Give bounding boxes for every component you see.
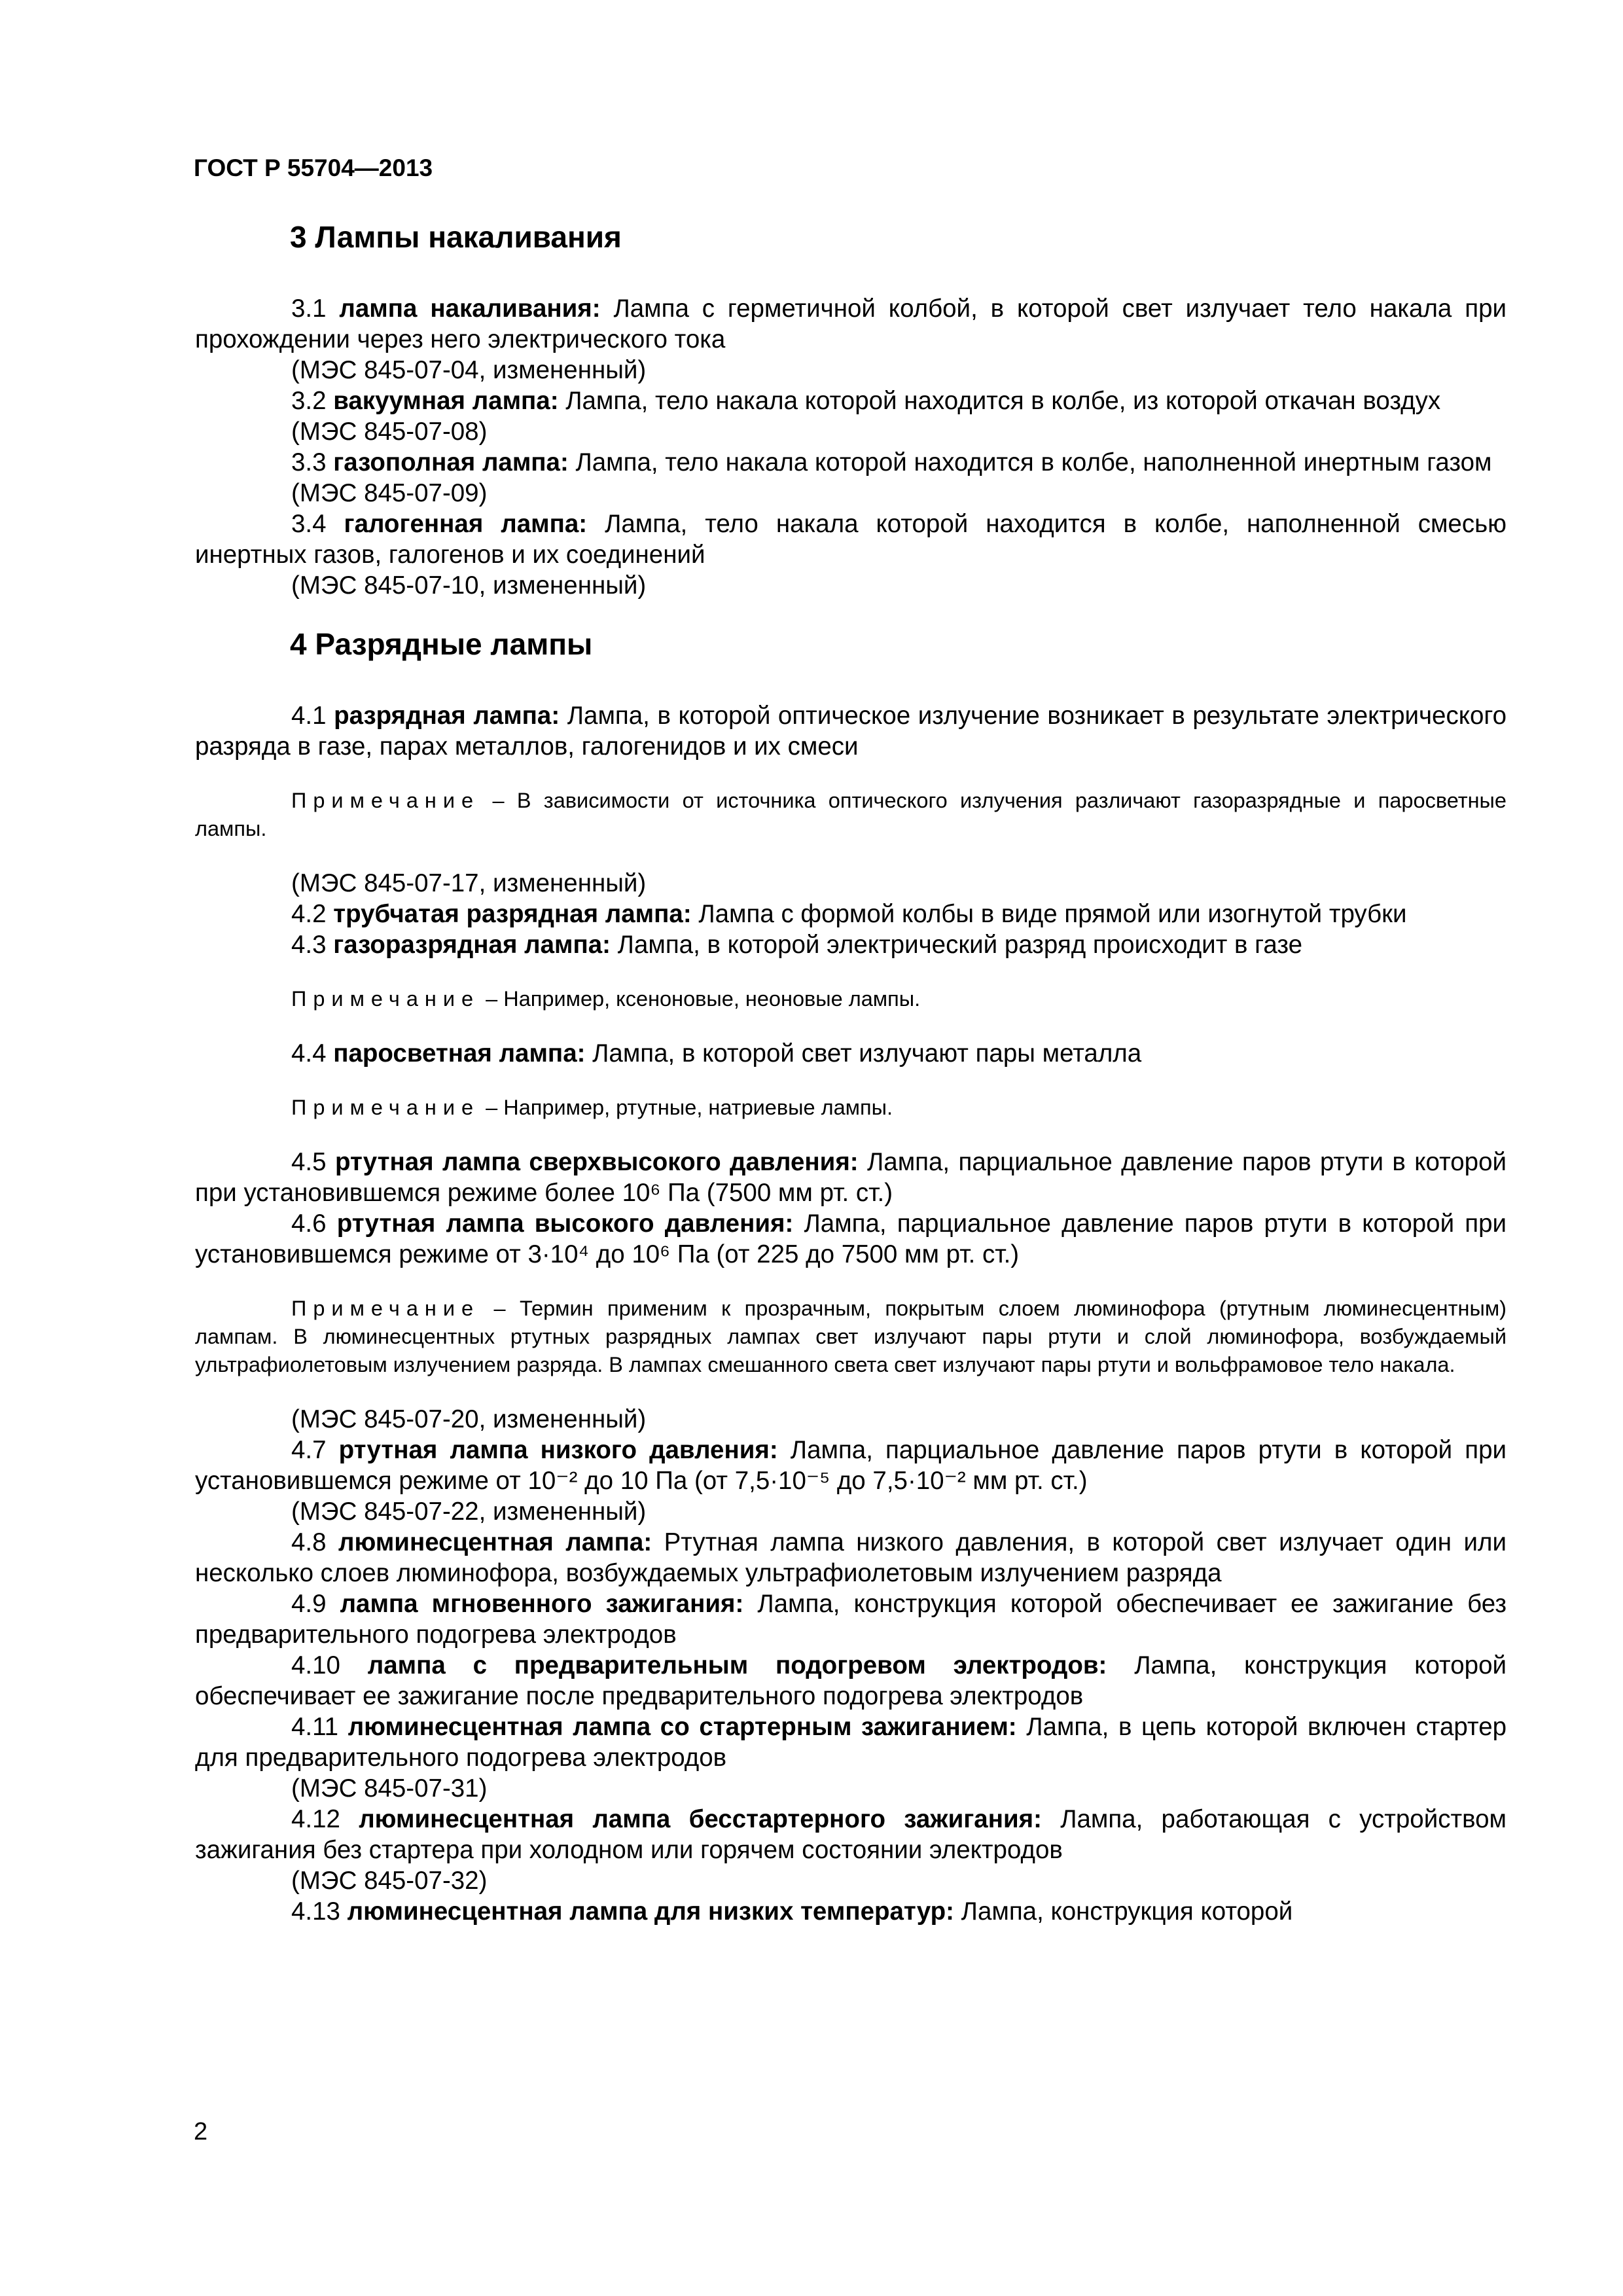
term-definition xyxy=(195,1712,1507,1773)
term-definition xyxy=(195,1804,1507,1865)
term-definition xyxy=(195,1896,1507,1927)
term-text: Лампа, парциальное давление паров ртути в которой при установившемся режиме от 3·10⁴ до 10⁶ Па (от 225 до 7500 мм рт. ст.) xyxy=(195,1210,1507,1268)
term-text: Лампа, тело накала которой находится в колбе, наполненной смесью инертных газов, галогенов и их соединений xyxy=(195,510,1507,569)
term-name: газоразрядная лампа: xyxy=(333,931,611,959)
term-name: лампа с предварительным подогревом электродов: xyxy=(367,1651,1107,1679)
term-number: 4.5 xyxy=(291,1148,327,1176)
term-text: Лампа, работающая с устройством зажигания без стартера при холодном или горячем состоянии электродов xyxy=(195,1805,1507,1864)
term-name: газополная лампа: xyxy=(333,448,569,476)
term-definition xyxy=(195,1038,1507,1069)
term-text: Лампа, в которой оптическое излучение возникает в результате электрического разряда в газе, парах металлов, галогенидов и их смеси xyxy=(195,702,1507,761)
term-definition xyxy=(195,1588,1507,1650)
term-definition xyxy=(195,1208,1507,1270)
term-text: Лампа, в которой свет излучают пары металла xyxy=(592,1039,1142,1067)
term-text: Лампа с формой колбы в виде прямой или изогнутой трубки xyxy=(698,900,1407,928)
note-text: – Например, ртутные, натриевые лампы. xyxy=(486,1096,893,1119)
note-label: Примечание xyxy=(291,987,480,1011)
term-number: 4.8 xyxy=(291,1528,327,1556)
note-label: Примечание xyxy=(291,1297,480,1320)
term-number: 3.3 xyxy=(291,448,327,476)
term-text: Лампа, в которой электрический разряд происходит в газе xyxy=(617,931,1302,959)
source-reference: (МЭС 845-07-31) xyxy=(291,1774,488,1803)
term-name: паросветная лампа: xyxy=(333,1039,586,1067)
term-text: Лампа с герметичной колбой, в которой свет излучает тело накала при прохождении через него электрического тока xyxy=(195,295,1507,353)
source-reference: (МЭС 845-07-04, измененный) xyxy=(291,356,647,384)
term-name: ртутная лампа высокого давления: xyxy=(336,1210,794,1238)
term-name: люминесцентная лампа: xyxy=(338,1528,652,1556)
note-label: Примечание xyxy=(291,1096,480,1119)
term-number: 3.1 xyxy=(291,295,327,323)
term-number: 3.4 xyxy=(291,510,327,538)
document-body xyxy=(195,216,1507,1927)
term-text: Ртутная лампа низкого давления, в которой свет излучает один или несколько слоев люминофора, возбуждаемых ультрафиолетовым излучением разряда xyxy=(195,1528,1507,1587)
page-number: 2 xyxy=(194,2118,208,2145)
term-number: 4.7 xyxy=(291,1436,327,1464)
term-definition xyxy=(195,899,1507,929)
note xyxy=(195,1295,1507,1379)
term-number: 4.9 xyxy=(291,1590,327,1618)
term-text: Лампа, конструкция которой обеспечивает ее зажигание после предварительного подогрева электродов xyxy=(195,1651,1507,1710)
term-text: Лампа, тело накала которой находится в колбе, наполненной инертным газом xyxy=(575,448,1492,476)
term-number: 4.12 xyxy=(291,1805,340,1833)
note-text: – В зависимости от источника оптического излучения различают газоразрядные и паросветные лампы. xyxy=(195,789,1507,840)
term-definition xyxy=(195,1435,1507,1496)
source-reference: (МЭС 845-07-17, измененный) xyxy=(291,869,647,897)
term-definition xyxy=(195,929,1507,960)
term-name: ртутная лампа сверхвысокого давления: xyxy=(334,1148,859,1176)
term-name: люминесцентная лампа для низких температур: xyxy=(347,1897,954,1926)
term-number: 4.3 xyxy=(291,931,327,959)
note-text: – Например, ксеноновые, неоновые лампы. xyxy=(486,987,921,1011)
term-number: 4.6 xyxy=(291,1210,327,1238)
term-name: ртутная лампа низкого давления: xyxy=(338,1436,778,1464)
section-spacer xyxy=(195,601,1507,623)
term-number: 4.10 xyxy=(291,1651,340,1679)
term-name: люминесцентная лампа со стартерным зажиганием: xyxy=(348,1713,1017,1741)
term-text: Лампа, в цепь которой включен стартер для предварительного подогрева электродов xyxy=(195,1713,1507,1772)
term-name: разрядная лампа: xyxy=(334,702,560,730)
term-name: трубчатая разрядная лампа: xyxy=(333,900,692,928)
source-reference: (МЭС 845-07-08) xyxy=(291,418,488,446)
term-number: 4.4 xyxy=(291,1039,327,1067)
term-text: Лампа, парциальное давление паров ртути в которой при установившемся режиме от 10⁻² до 10 Па (от 7,5·10⁻⁵ до 7,5·10⁻² мм рт. ст.) xyxy=(195,1436,1507,1495)
term-text: Лампа, тело накала которой находится в колбе, из которой откачан воздух xyxy=(565,387,1441,415)
term-number: 4.2 xyxy=(291,900,327,928)
note xyxy=(195,787,1507,843)
term-text: Лампа, парциальное давление паров ртути в которой при установившемся режиме более 10⁶ Па (7500 мм рт. ст.) xyxy=(195,1148,1507,1207)
source-reference: (МЭС 845-07-32) xyxy=(291,1867,488,1895)
section-heading: 4 Разрядные лампы xyxy=(290,627,593,661)
term-name: вакуумная лампа: xyxy=(333,387,559,415)
source-reference: (МЭС 845-07-09) xyxy=(291,479,488,507)
term-name: люминесцентная лампа бесстартерного зажигания: xyxy=(359,1805,1042,1833)
term-definition xyxy=(195,447,1507,478)
term-name: галогенная лампа: xyxy=(344,510,588,538)
term-name: лампа накаливания: xyxy=(339,295,601,323)
source-reference: (МЭС 845-07-20, измененный) xyxy=(291,1405,647,1433)
term-definition xyxy=(195,1650,1507,1712)
note-label: Примечание xyxy=(291,789,480,812)
term-number: 4.11 xyxy=(291,1713,339,1741)
source-reference: (МЭС 845-07-22, измененный) xyxy=(291,1498,647,1526)
source-reference: (МЭС 845-07-10, измененный) xyxy=(291,571,647,600)
term-definition xyxy=(195,1147,1507,1208)
note-text: – Термин применим к прозрачным, покрытым слоем люминофора (ртутным люминесцентным) лампам. В люминесцентных ртутных разрядных лампах свет излучают пары ртути и слой люминофора, возбуждаемый ультрафиолетовым излучением разряда. В лампах смешанного света свет излучают пары ртути и вольфрамовое тело накала. xyxy=(195,1297,1507,1376)
term-number: 3.2 xyxy=(291,387,327,415)
note xyxy=(195,1094,1507,1122)
document-code: ГОСТ Р 55704—2013 xyxy=(194,154,433,181)
term-number: 4.1 xyxy=(291,702,327,730)
term-definition xyxy=(195,293,1507,355)
section-heading: 3 Лампы накаливания xyxy=(290,220,622,254)
term-name: лампа мгновенного зажигания: xyxy=(340,1590,744,1618)
term-text: Лампа, конструкция которой xyxy=(961,1897,1293,1926)
term-definition xyxy=(195,509,1507,570)
term-definition xyxy=(195,1527,1507,1588)
note xyxy=(195,985,1507,1013)
term-definition xyxy=(195,700,1507,762)
term-text: Лампа, конструкция которой обеспечивает ее зажигание без предварительного подогрева электродов xyxy=(195,1590,1507,1649)
term-number: 4.13 xyxy=(291,1897,340,1926)
term-definition xyxy=(195,386,1507,416)
